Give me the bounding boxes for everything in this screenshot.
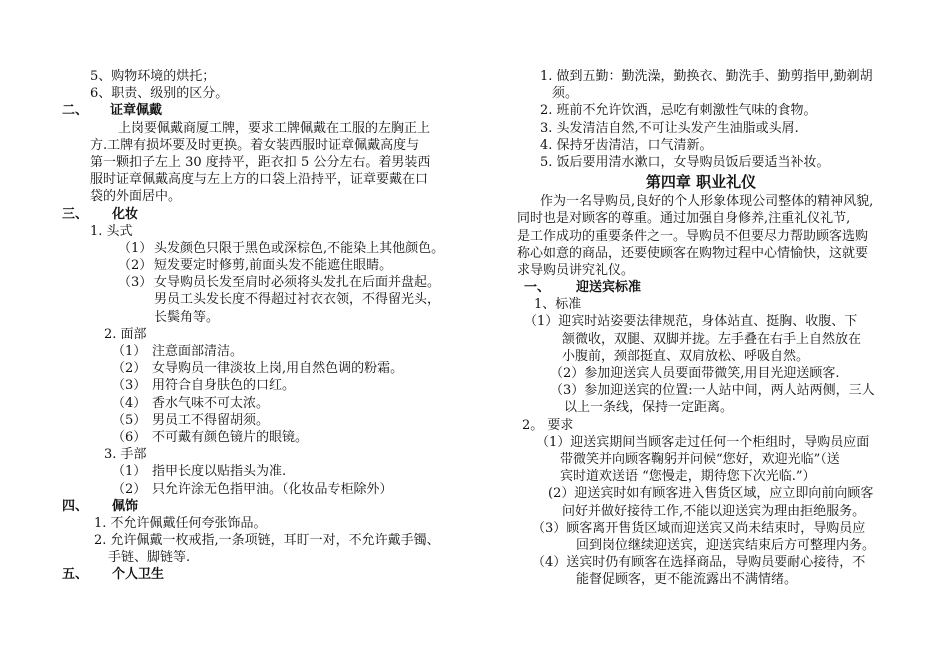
- line-text: 6、职责、级别的区分。: [90, 86, 229, 102]
- text-line: [62, 188, 450, 205]
- line-body: 用符合自身肤色的口红。: [152, 378, 296, 394]
- line-text: 带微笑并向顾客鞠躬并问候“您好，欢迎光临”（送: [560, 451, 840, 467]
- line-body: 化妆: [112, 206, 139, 222]
- text-line: [62, 240, 450, 257]
- text-line: [62, 429, 450, 446]
- line-text: 5. 饭后要用清水漱口，女导购员饭后要适当补妆。: [540, 154, 830, 170]
- line-text: （1）迎宾时站姿要法律规范，身体站直、挺胸、收腹、下: [524, 314, 858, 330]
- line-text: （1）: [112, 464, 147, 480]
- text-line: [512, 520, 890, 537]
- text-line: [512, 485, 890, 502]
- text-line: [62, 343, 450, 360]
- text-line: [512, 434, 890, 451]
- right-column: [512, 68, 890, 588]
- text-line: [62, 137, 450, 154]
- text-line: [512, 537, 890, 554]
- line-text: 能督促顾客，更不能流露出不满情绪。: [576, 572, 798, 588]
- line-text: 须。: [552, 86, 579, 102]
- line-text: （3）顾客离开售货区域而迎送宾又尚未结束时，导购员应: [532, 520, 866, 536]
- line-text: 回到岗位继续迎送宾，迎送宾结束后方可整理内务。: [576, 537, 876, 553]
- line-text: 1. 做到五勤：勤洗澡，勤换衣、勤洗手、勤剪指甲,勤剃胡: [540, 69, 873, 84]
- text-line: [512, 279, 890, 296]
- line-text: 上岗要佩戴商厦工牌，要求工牌佩戴在工服的左胸正上: [118, 120, 431, 136]
- line-text: 2。 要求: [522, 417, 574, 433]
- text-line: [512, 571, 890, 588]
- line-body: 短发要定时修剪,前面头发不能遮住眼睛。: [154, 258, 393, 274]
- line-text: （3）参加迎送宾的位置:一人站中间，两人站两侧，三人: [550, 383, 875, 399]
- text-line: [512, 365, 890, 382]
- text-line: [62, 309, 450, 326]
- text-line: [62, 515, 450, 532]
- line-body: 证章佩戴: [110, 103, 163, 119]
- line-body: 指甲长度以贴指头为准.: [152, 464, 287, 480]
- line-text: 3. 手部: [104, 447, 147, 463]
- line-text: （2）: [112, 361, 147, 377]
- text-line: [512, 137, 890, 154]
- text-line: [62, 360, 450, 377]
- line-text: 手链、脚链等.: [108, 550, 191, 566]
- text-line: [62, 377, 450, 394]
- line-body: 只允许涂无色指甲油。（化妆品专柜除外）: [152, 481, 393, 497]
- text-line: [512, 245, 890, 262]
- text-line: [512, 468, 890, 485]
- line-text: 2. 班前不允许饮酒，忌吃有刺激性气味的食物。: [540, 103, 817, 119]
- line-body: 头发颜色只限于黑色或深棕色,不能染上其他颜色。: [154, 240, 445, 256]
- line-text: （3）: [112, 378, 147, 394]
- line-body: 个人卫生: [112, 567, 165, 583]
- text-line: [62, 206, 450, 223]
- line-body: 男员工不得留胡须。: [152, 412, 270, 428]
- line-text: 男员工头发长度不得超过衬衣衣领，不得留光头，: [154, 292, 441, 308]
- text-line: [512, 417, 890, 434]
- text-line: [62, 120, 450, 137]
- line-body: 香水气味不可太浓。: [152, 395, 270, 411]
- text-line: [62, 412, 450, 429]
- text-line: [62, 566, 450, 583]
- text-line: [512, 85, 890, 102]
- line-text: 2. 面部: [104, 326, 147, 342]
- text-line: [512, 382, 890, 399]
- line-text: （4）: [112, 395, 147, 411]
- text-line: [512, 102, 890, 119]
- line-text: 以上一条线，保持一定距离。: [564, 400, 734, 416]
- text-line: [512, 210, 890, 227]
- line-body: 注意面部清洁。: [152, 344, 244, 359]
- line-text: (2）迎送宾时如有顾客进入售货区域，应立即向前向顾客: [548, 486, 874, 502]
- line-text: 三、: [62, 206, 89, 222]
- line-text: 4. 保持牙齿清洁，口气清新。: [540, 137, 713, 153]
- text-line: [512, 399, 890, 416]
- text-line: [62, 395, 450, 412]
- text-line: [62, 326, 450, 343]
- text-line: [512, 554, 890, 571]
- text-line: [62, 223, 450, 240]
- line-text: 1. 不允许佩戴任何夸张饰品。: [94, 515, 267, 531]
- line-text: 二、: [62, 103, 89, 119]
- text-line: [62, 549, 450, 566]
- text-line: [512, 228, 890, 245]
- line-text: （5）: [112, 412, 147, 428]
- text-line: [62, 171, 450, 188]
- line-text: 小腹前，颈部挺直、双肩放松、呼吸自然。: [562, 348, 810, 364]
- text-line: [512, 68, 890, 85]
- line-text: 方.工牌有损坏要及时更换。着女装西服时证章佩戴高度与: [90, 137, 420, 153]
- line-body: 迎送宾标准: [576, 280, 642, 296]
- line-body: 不可戴有颜色镜片的眼镜。: [152, 429, 309, 445]
- line-text: 第一颗扣子左上 30 度持平，距衣扣 5 公分左右。着男装西: [90, 154, 431, 170]
- line-text: 1. 头式: [90, 223, 133, 239]
- line-body: 佩饰: [112, 498, 139, 514]
- line-text: 作为一名导购员,良好的个人形象体现公司整体的精神风貌,: [540, 194, 874, 210]
- text-line: [62, 257, 450, 274]
- text-line: [512, 120, 890, 137]
- line-text: 3. 头发清洁自然,不可让头发产生油脂或头屑.: [540, 120, 799, 136]
- text-line: [62, 291, 450, 308]
- text-line: [512, 503, 890, 520]
- line-body: 女导购员长发至肩时必须将头发扎在后面并盘起。: [154, 275, 441, 291]
- line-text: 服时证章佩戴高度与左上方的口袋上沿持平，证章要戴在口: [90, 172, 429, 188]
- text-line: [62, 463, 450, 480]
- text-line: [62, 102, 450, 119]
- line-text: 长鬓角等。: [154, 309, 220, 325]
- line-text: 问好并做好接待工作,不能以迎送宾为理由拒绝服务。: [562, 503, 866, 519]
- text-line: [512, 451, 890, 468]
- line-text: （6）: [112, 429, 147, 445]
- line-text: 同时也是对顾客的尊重。通过加强自身修养,注重礼仪礼节,: [517, 211, 851, 227]
- left-column: [62, 68, 450, 584]
- line-text: 宾时道欢送语 “您慢走，期待您下次光临.”）: [560, 469, 816, 485]
- line-text: （1）: [112, 344, 147, 359]
- line-text: 求导购员讲究礼仪。: [517, 262, 635, 278]
- text-line: [62, 446, 450, 463]
- line-text: 一、: [524, 280, 551, 296]
- line-body: 女导购员一律淡妆上岗,用自然色调的粉霜。: [152, 361, 404, 377]
- line-text: 是工作成功的重要条件之一。导购员不但要尽力帮助顾客选购: [517, 228, 869, 244]
- text-line: [512, 296, 890, 313]
- line-text: （4）送宾时仍有顾客在选择商品，导购员要耐心接待，不: [532, 555, 866, 571]
- text-line: [62, 274, 450, 291]
- line-text: 五、: [62, 567, 89, 583]
- line-text: 四、: [62, 498, 89, 514]
- text-line: [512, 193, 890, 210]
- text-line: [62, 85, 450, 102]
- line-text: （2）: [112, 481, 147, 497]
- line-text: 称心如意的商品，还要使顾客在购物过程中心情愉快，这就要: [517, 245, 869, 261]
- line-text: （1）迎送宾期间当顾客走过任何一个柜组时，导购员应面: [536, 434, 870, 450]
- line-text: （1）: [118, 240, 153, 256]
- text-line: [62, 154, 450, 171]
- text-line: [512, 331, 890, 348]
- text-line: [512, 262, 890, 279]
- text-line: [62, 498, 450, 515]
- text-line: [512, 154, 890, 171]
- text-line: [62, 481, 450, 498]
- line-text: （2）: [118, 258, 153, 274]
- text-line: [62, 532, 450, 549]
- line-text: （3）: [118, 275, 153, 291]
- line-text: 颔微收，双腿、双脚并拢。左手叠在右手上自然放在: [562, 331, 862, 347]
- line-text: 1、标准: [534, 297, 582, 313]
- line-text: 2. 允许佩戴一枚戒指,一条项链，耳盯一对，不允许戴手镯、: [94, 533, 440, 549]
- chapter-heading: 第四章 职业礼仪: [645, 173, 757, 192]
- text-line: [512, 348, 890, 365]
- line-text: 5、购物环境的烘托；: [90, 69, 216, 84]
- line-text: 袋的外面居中。: [90, 189, 182, 205]
- text-line: [512, 313, 890, 330]
- line-text: （2）参加迎送宾人员要面带微笑,用目光迎送顾客.: [550, 366, 840, 381]
- text-line: [62, 68, 450, 85]
